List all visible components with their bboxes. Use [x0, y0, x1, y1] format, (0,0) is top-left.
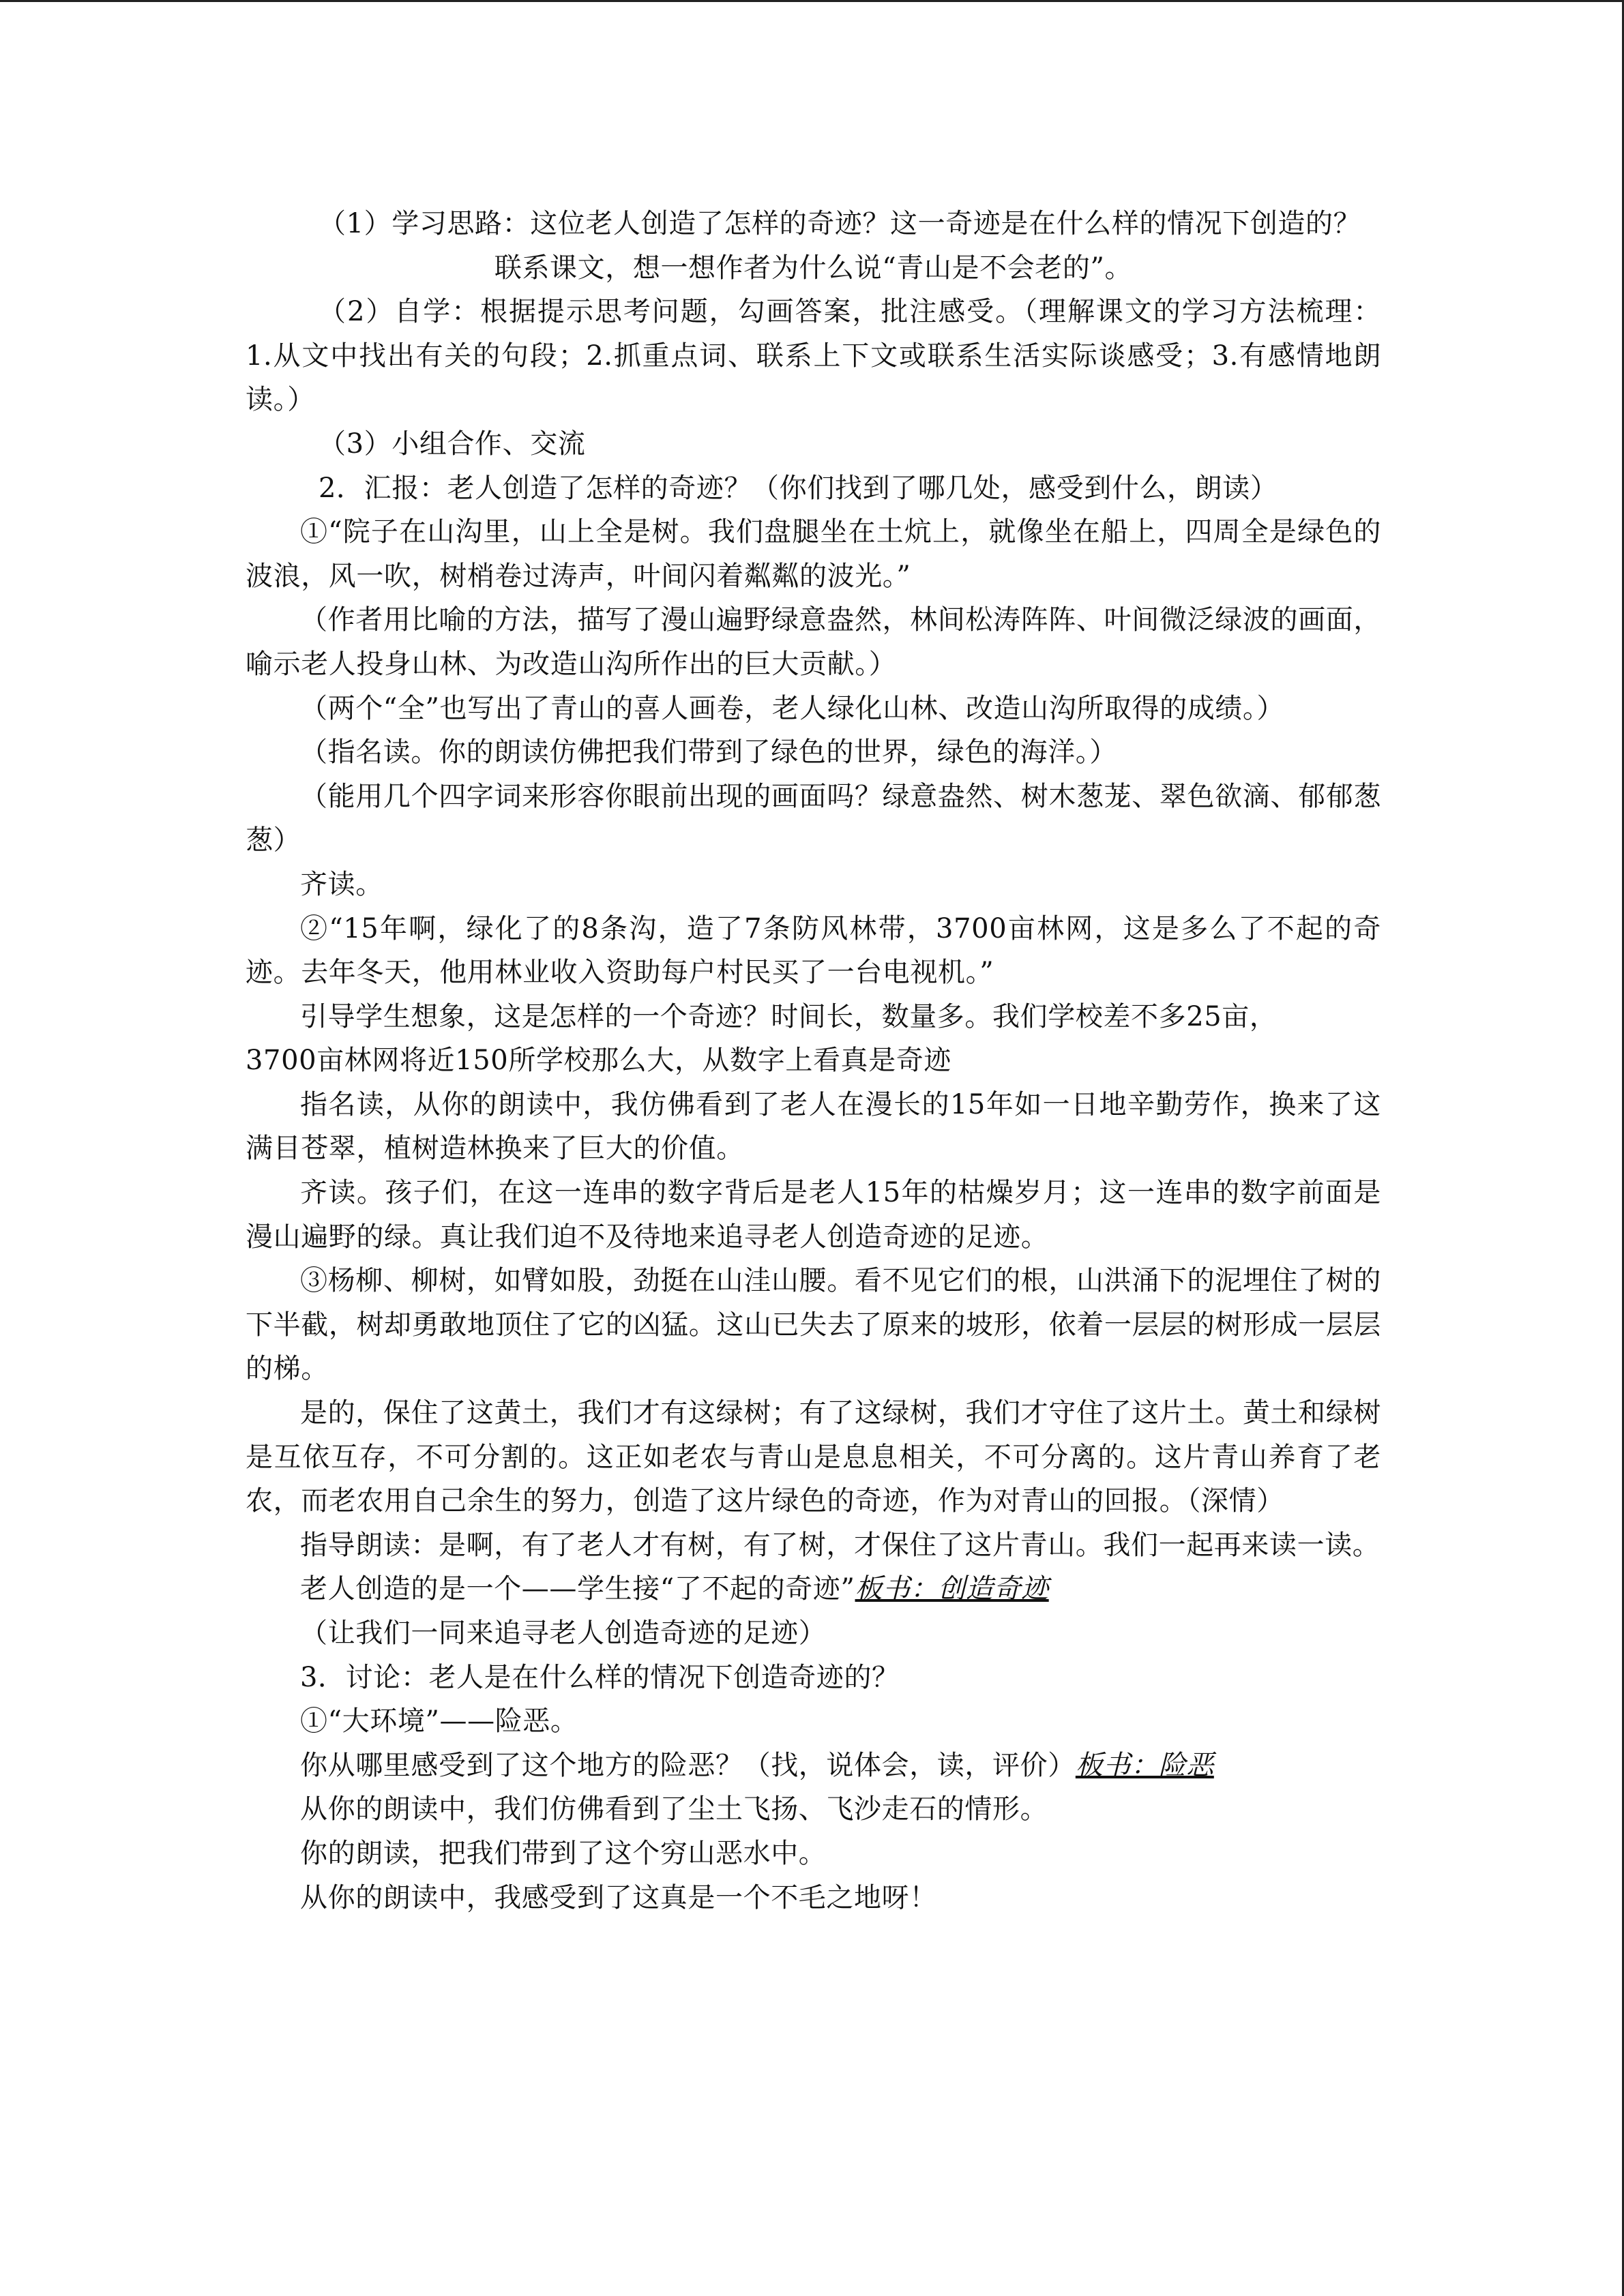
paragraph-quote-2: ②“15年啊，绿化了的8条沟，造了7条防风林带，3700亩林网，这是多么了不起的奇迹。去年冬天，他用林业收入资助每户村民买了一台电视机。”: [246, 912, 1381, 989]
paragraph-guide-reading: 指导朗读：是啊，有了老人才有树，有了树，才保住了这片青山。我们一起再来读一读。: [300, 1529, 1381, 1561]
paragraph-miracle-line: [246, 1567, 1381, 1611]
paragraph-barren-land: 从你的朗读中，我感受到了这真是一个不毛之地呀！: [300, 1881, 937, 1913]
page-border-top: [0, 0, 1624, 2]
paragraph-four-char-words: （能用几个四字词来形容你眼前出现的画面吗？绿意盎然、树木葱茏、翠色欲滴、郁郁葱葱）: [246, 780, 1381, 856]
paragraph-poor-mountains: 你的朗读，把我们带到了这个穷山恶水中。: [300, 1837, 827, 1869]
paragraph-discussion: 3．讨论：老人是在什么样的情况下创造奇迹的？: [300, 1661, 900, 1693]
where-dangerous-text: 你从哪里感受到了这个地方的险恶？（找，说体会，读，评价）: [300, 1749, 1076, 1781]
paragraph-forest-net: 3700亩林网将近150所学校那么大，从数字上看真是奇迹: [246, 1045, 951, 1077]
board-note-create-miracle: 板书：创造奇迹: [855, 1573, 1049, 1605]
paragraph-where-dangerous: [246, 1744, 1381, 1788]
paragraph-quote-3: ③杨柳、柳树，如臂如股，劲挺在山洼山腰。看不见它们的根，山洪涌下的泥埋住了树的下半截，树却勇敢地顶住了它的凶猛。这山已失去了原来的坡形，依着一层层的树形成一层层的梯。: [246, 1265, 1381, 1385]
paragraph-guide-imagine: 引导学生想象，这是怎样的一个奇迹？时间长，数量多。我们学校差不多25亩，: [300, 1000, 1278, 1032]
paragraph-environment: ①“大环境”——险恶。: [300, 1705, 578, 1738]
paragraph-follow-footsteps: （让我们一同来追寻老人创造奇迹的足迹）: [300, 1617, 827, 1649]
paragraph-self-study: （2）自学：根据提示思考问题，勾画答案，批注感受。（理解课文的学习方法梳理： 1.从文中找出有关的句段；2.抓重点词、联系上下文或联系生活实际谈感受；3.有感情地朗读。）: [246, 296, 1381, 416]
document-body: [246, 202, 1381, 1920]
paragraph-report: 2．汇报：老人创造了怎样的奇迹？（你们找到了哪几处，感受到什么，朗读）: [319, 472, 1278, 504]
paragraph-name-read-2: 指名读，从你的朗读中，我仿佛看到了老人在漫长的15年如一日地辛勤劳作，换来了这满目苍翠，植树造林换来了巨大的价值。: [246, 1088, 1382, 1165]
paragraph-group-work: （3）小组合作、交流: [319, 428, 586, 460]
paragraph-quote-1: ①“院子在山沟里，山上全是树。我们盘腿坐在土炕上，就像坐在船上，四周全是绿色的波浪，风一吹，树梢卷过涛声，叶间闪着粼粼的波光。”: [246, 516, 1381, 592]
paragraph-study-approach: （1）学习思路：这位老人创造了怎样的奇迹？这一奇迹是在什么样的情况下创造的？: [319, 208, 1361, 239]
paragraph-connect-text: 联系课文，想一想作者为什么说“青山是不会老的”。: [494, 252, 1133, 284]
paragraph-read-together-2: 齐读。孩子们，在这一连串的数字背后是老人15年的枯燥岁月；这一连串的数字前面是漫山遍野的绿。真让我们迫不及待地来追寻老人创造奇迹的足迹。: [246, 1177, 1381, 1253]
paragraph-name-read: （指名读。你的朗读仿佛把我们带到了绿色的世界，绿色的海洋。）: [300, 736, 1117, 769]
board-note-dangerous: 板书：险恶: [1075, 1749, 1214, 1781]
paragraph-loess-green: 是的，保住了这黄土，我们才有这绿树；有了这绿树，我们才守住了这片土。黄土和绿树是互依互存，不可分割的。这正如老农与青山是息息相关，不可分离的。这片青山养育了老农，而老农用自己余生的努力，创造了这片绿色的奇迹，作为对青山的回报。（深情）: [246, 1397, 1381, 1517]
paragraph-dust-flying: 从你的朗读中，我们仿佛看到了尘土飞扬、飞沙走石的情形。: [300, 1793, 1048, 1825]
paragraph-two-quan-note: （两个“全”也写出了青山的喜人画卷，老人绿化山林、改造山沟所取得的成绩。）: [300, 692, 1285, 724]
paragraph-metaphor-note: （作者用比喻的方法，描写了漫山遍野绿意盎然，林间松涛阵阵、叶间微泛绿波的画面，喻示老人投身山林、为改造山沟所作出的巨大贡献。）: [246, 604, 1381, 680]
miracle-line-text: 老人创造的是一个——学生接“了不起的奇迹”: [300, 1573, 855, 1605]
paragraph-read-together-1: 齐读。: [300, 868, 383, 900]
